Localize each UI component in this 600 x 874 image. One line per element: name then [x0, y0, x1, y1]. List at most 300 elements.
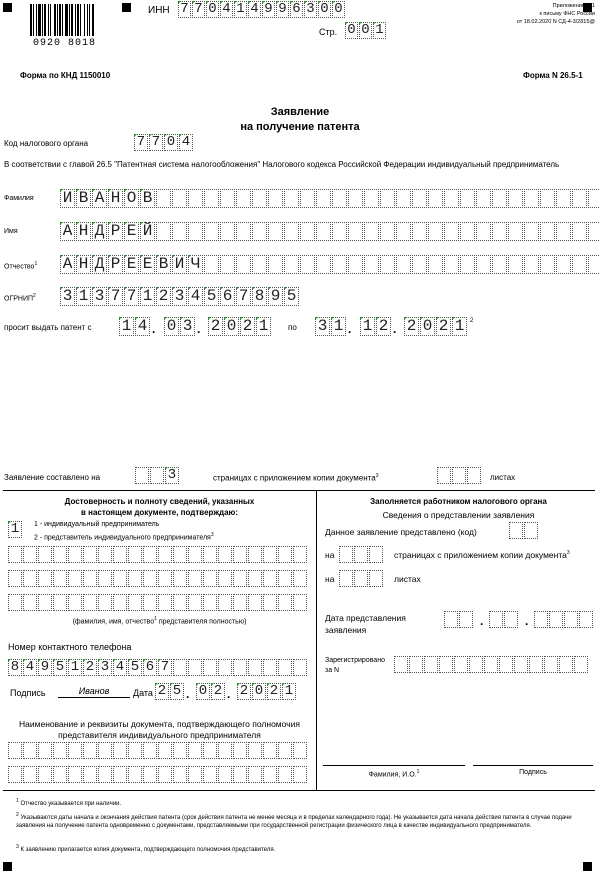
char-cell: 5 [53, 659, 67, 676]
char-cell [524, 255, 539, 274]
char-cell [218, 742, 232, 759]
char-cell: 2 [436, 317, 451, 336]
char-cell [128, 766, 142, 783]
char-cell [428, 222, 443, 241]
char-cell: 2 [83, 659, 97, 676]
char-cell [428, 189, 443, 208]
title-line1: Заявление [270, 106, 330, 118]
char-cell [504, 611, 518, 628]
barcode-bar [87, 4, 88, 36]
char-cell: 5 [284, 287, 299, 306]
char-cell [53, 594, 67, 611]
char-cell [263, 546, 277, 563]
char-cell: 7 [108, 287, 123, 306]
char-cell [220, 189, 235, 208]
char-cell [38, 766, 52, 783]
char-cell [135, 467, 149, 484]
rep-name-cells-row2 [8, 570, 307, 587]
char-cell [293, 659, 307, 676]
char-cell [8, 546, 22, 563]
char-cell [218, 659, 232, 676]
char-cell: Р [108, 222, 123, 241]
char-cell: Й [140, 222, 155, 241]
right-sheets-label: листах [394, 574, 421, 584]
sign-caption: Подпись [519, 769, 547, 776]
char-cell [524, 222, 539, 241]
date-dot: . [186, 687, 190, 701]
char-cell: Р [108, 255, 123, 274]
barcode-bar [36, 4, 37, 36]
char-cell [459, 611, 473, 628]
char-cell [68, 594, 82, 611]
fio-line [323, 765, 465, 766]
pages-label: Заявление составлено на [4, 473, 101, 482]
char-cell [508, 189, 523, 208]
barcode-bar [71, 4, 73, 36]
char-cell [53, 742, 67, 759]
right-on-label: на [325, 550, 335, 560]
period-to-label: по [288, 323, 297, 332]
char-cell [53, 570, 67, 587]
date-dot: . [480, 614, 484, 628]
char-cell [293, 766, 307, 783]
barcode-bar [84, 4, 85, 36]
char-cell [158, 594, 172, 611]
char-cell: Ч [188, 255, 203, 274]
doc-cells-row1 [8, 742, 307, 759]
sign-line [473, 765, 593, 766]
char-cell [316, 255, 331, 274]
char-cell [8, 742, 22, 759]
char-cell: 2 [404, 317, 419, 336]
char-cell [348, 255, 363, 274]
char-cell: 5 [204, 287, 219, 306]
char-cell: 3 [180, 317, 195, 336]
barcode-bar [44, 4, 46, 36]
char-cell [284, 255, 299, 274]
tax-code-cells [134, 134, 193, 151]
char-cell [83, 570, 97, 587]
sign-date-label: Дата [133, 688, 153, 698]
char-cell [248, 594, 262, 611]
char-cell [173, 766, 187, 783]
char-cell [284, 222, 299, 241]
char-cell [396, 189, 411, 208]
char-cell [143, 766, 157, 783]
char-cell [268, 255, 283, 274]
date-dot: . [152, 322, 156, 336]
char-cell [452, 467, 466, 484]
char-cell: 1 [119, 317, 134, 336]
sign-month-cells [196, 683, 225, 700]
char-cell: 8 [252, 287, 267, 306]
char-cell: 0 [359, 22, 372, 39]
fio-caption: Фамилия, И.О.$^1$ [368, 769, 420, 779]
char-cell [233, 659, 247, 676]
to-month-cells [360, 317, 391, 336]
corner-marker-bottom-right [583, 862, 592, 871]
char-cell [316, 222, 331, 241]
char-cell [316, 189, 331, 208]
char-cell [460, 222, 475, 241]
barcode-bar [65, 4, 68, 36]
char-cell [293, 570, 307, 587]
footnote-3: $^3$ К заявлению прилагается копия документа, подтверждающего полномочия представителя. [16, 844, 276, 853]
sign-year-cells [237, 683, 296, 700]
char-cell: 1 [452, 317, 467, 336]
date-dot: . [227, 687, 231, 701]
char-cell [300, 222, 315, 241]
char-cell [173, 546, 187, 563]
char-cell: 7 [192, 1, 205, 18]
char-cell: 9 [262, 1, 275, 18]
char-cell [150, 467, 164, 484]
char-cell: 1 [331, 317, 346, 336]
submission-year-cells [534, 611, 593, 628]
char-cell [188, 546, 202, 563]
char-cell: И [60, 189, 75, 208]
char-cell [203, 570, 217, 587]
form-number: Форма N 26.5-1 [523, 71, 583, 80]
char-cell [188, 189, 203, 208]
char-cell: 2 [237, 683, 251, 700]
doc-cells-row2 [8, 766, 307, 783]
char-cell [113, 546, 127, 563]
char-cell: О [124, 189, 139, 208]
footnote-2: $^2$ Указываются даты начала и окончания действия патента (срок действия патента не менее месяца и в пределах календарного года). Не указывается дата начала действия патента в случае подачи заявления на получение патента одновременно с документами, представляемыми при государственной регистрации физического лица в качестве индивидуального предпринимателя. [16, 812, 572, 829]
char-cell: 7 [158, 659, 172, 676]
char-cell [188, 659, 202, 676]
char-cell [278, 659, 292, 676]
page-label: Стр. [319, 27, 338, 37]
char-cell [23, 594, 37, 611]
char-cell [38, 594, 52, 611]
inn-cells [178, 1, 345, 18]
left-title-line2: в настоящем документе, подтверждаю: [80, 508, 239, 517]
char-cell [544, 656, 558, 673]
char-cell [263, 742, 277, 759]
barcode-bar [59, 4, 61, 36]
char-cell: Н [108, 189, 123, 208]
char-cell [158, 742, 172, 759]
submission-date-label2: заявления [325, 625, 367, 635]
char-cell [113, 594, 127, 611]
char-cell: 8 [8, 659, 22, 676]
char-cell [556, 189, 571, 208]
phone-label: Номер контактного телефона [8, 642, 132, 652]
char-cell [524, 189, 539, 208]
char-cell [204, 255, 219, 274]
char-cell: 0 [224, 317, 239, 336]
section-top-border [3, 490, 595, 491]
pages-cells [135, 467, 179, 484]
char-cell: 1 [68, 659, 82, 676]
registered-label1: Зарегистрировано [325, 657, 385, 664]
patronymic-label: Отчество$^1$ [4, 261, 38, 271]
char-cell [540, 189, 555, 208]
phone-cells [8, 659, 307, 676]
char-cell [236, 255, 251, 274]
name-label: Имя [4, 228, 18, 235]
char-cell [263, 766, 277, 783]
char-cell [203, 659, 217, 676]
char-cell [444, 611, 458, 628]
barcode [30, 4, 108, 36]
char-cell [556, 222, 571, 241]
footnote-1: $^1$ Отчество указывается при наличии. [16, 798, 122, 807]
char-cell [172, 222, 187, 241]
char-cell: 1 [140, 287, 155, 306]
right-pages-text: страницах с приложением копии документа$^3$ [394, 550, 570, 560]
char-cell [469, 656, 483, 673]
char-cell [143, 546, 157, 563]
char-cell [354, 546, 368, 563]
char-cell: 1 [373, 22, 386, 39]
char-cell: И [172, 255, 187, 274]
char-cell [98, 546, 112, 563]
char-cell [188, 594, 202, 611]
char-cell: 6 [143, 659, 157, 676]
char-cell: 0 [164, 317, 179, 336]
pages-middle-text: страницах с приложением копии документа$^3$ [213, 473, 379, 483]
char-cell: В [156, 255, 171, 274]
barcode-bar [69, 4, 70, 36]
signature: Иванов [58, 686, 130, 698]
char-cell [188, 766, 202, 783]
char-cell [233, 594, 247, 611]
char-cell [218, 594, 232, 611]
period-label: просит выдать патент с [4, 323, 92, 332]
from-year-cells [208, 317, 271, 336]
signer-option-2: 2 - представитель индивидуального предпринимателя$^3$ [34, 532, 214, 542]
char-cell [268, 222, 283, 241]
char-cell [98, 766, 112, 783]
char-cell [98, 594, 112, 611]
char-cell [437, 467, 451, 484]
char-cell [476, 222, 491, 241]
code-label: Данное заявление представлено (код) [325, 527, 477, 537]
ogrnip-cells [60, 287, 299, 306]
char-cell [454, 656, 468, 673]
char-cell [529, 656, 543, 673]
char-cell [128, 570, 142, 587]
date-dot: . [393, 322, 397, 336]
char-cell: 7 [149, 134, 163, 151]
char-cell [409, 656, 423, 673]
date-dot: . [525, 614, 529, 628]
barcode-bar [33, 4, 34, 36]
char-cell: 2 [211, 683, 225, 700]
char-cell [98, 742, 112, 759]
char-cell [38, 546, 52, 563]
char-cell [83, 766, 97, 783]
char-cell [476, 189, 491, 208]
char-cell [8, 766, 22, 783]
char-cell [188, 222, 203, 241]
char-cell [220, 222, 235, 241]
submission-date-label1: Дата представления [325, 613, 406, 623]
barcode-bar [54, 4, 56, 36]
char-cell [83, 594, 97, 611]
barcode-bar [30, 4, 32, 36]
char-cell [354, 570, 368, 587]
char-cell [492, 189, 507, 208]
char-cell [218, 570, 232, 587]
barcode-bar [42, 4, 43, 36]
char-cell [293, 594, 307, 611]
footnote-ref-2: 2 [470, 318, 474, 324]
char-cell [263, 570, 277, 587]
registration-number-cells [394, 656, 588, 673]
char-cell [556, 255, 571, 274]
char-cell [278, 570, 292, 587]
char-cell [278, 742, 292, 759]
char-cell [143, 570, 157, 587]
char-cell: А [60, 222, 75, 241]
char-cell [439, 656, 453, 673]
char-cell [396, 255, 411, 274]
char-cell [380, 189, 395, 208]
signer-type-cell [8, 521, 22, 538]
char-cell [574, 656, 588, 673]
char-cell: 3 [172, 287, 187, 306]
barcode-bar [75, 4, 76, 36]
left-title-line1: Достоверность и полноту сведений, указанных [64, 497, 255, 506]
char-cell [300, 189, 315, 208]
char-cell: 0 [345, 22, 358, 39]
right-pages-cells [339, 546, 383, 563]
char-cell [579, 611, 593, 628]
char-cell: 7 [124, 287, 139, 306]
char-cell: 3 [304, 1, 317, 18]
char-cell: 4 [135, 317, 150, 336]
char-cell: 5 [170, 683, 184, 700]
char-cell [467, 467, 481, 484]
char-cell [158, 546, 172, 563]
char-cell [549, 611, 563, 628]
char-cell [53, 546, 67, 563]
char-cell [248, 570, 262, 587]
signer-option-1: 1 - индивидуальный предприниматель [34, 521, 160, 528]
char-cell [508, 222, 523, 241]
char-cell [460, 255, 475, 274]
char-cell [188, 570, 202, 587]
char-cell [236, 189, 251, 208]
char-cell: В [76, 189, 91, 208]
barcode-bar [50, 4, 51, 36]
barcode-bar [57, 4, 58, 36]
char-cell [83, 742, 97, 759]
char-cell: 0 [252, 683, 266, 700]
to-year-cells [404, 317, 467, 336]
char-cell: 1 [76, 287, 91, 306]
submission-month-cells [489, 611, 518, 628]
char-cell [233, 766, 247, 783]
char-cell [300, 255, 315, 274]
char-cell: 1 [234, 1, 247, 18]
corner-marker-bottom-left [3, 862, 12, 871]
char-cell [248, 766, 262, 783]
char-cell [278, 594, 292, 611]
char-cell [534, 611, 548, 628]
barcode-bar [77, 4, 79, 36]
char-cell: 9 [276, 1, 289, 18]
char-cell: 0 [332, 1, 345, 18]
from-month-cells [164, 317, 195, 336]
char-cell [348, 189, 363, 208]
intro-text: В соответствии с главой 26.5 "Патентная система налогообложения" Налогового кодекса Российской Федерации индивидуальный предприниматель [4, 160, 560, 169]
char-cell [173, 659, 187, 676]
char-cell [248, 742, 262, 759]
char-cell [380, 222, 395, 241]
char-cell [428, 255, 443, 274]
char-cell [158, 570, 172, 587]
char-cell [23, 570, 37, 587]
to-day-cells [315, 317, 346, 336]
char-cell [484, 656, 498, 673]
char-cell [412, 222, 427, 241]
char-cell [380, 255, 395, 274]
char-cell [218, 766, 232, 783]
barcode-number: 0920 8018 [33, 38, 97, 49]
ogrnip-label: ОГРНИП$^2$ [4, 293, 36, 303]
char-cell [263, 594, 277, 611]
char-cell [252, 189, 267, 208]
char-cell: 1 [282, 683, 296, 700]
char-cell: 1 [256, 317, 271, 336]
char-cell [220, 255, 235, 274]
char-cell: 4 [179, 134, 193, 151]
char-cell: 0 [164, 134, 178, 151]
char-cell [218, 546, 232, 563]
doc-title-line1: Наименование и реквизиты документа, подтверждающего полномочия [19, 719, 300, 729]
sheets-label: листах [490, 473, 516, 482]
char-cell [588, 189, 600, 208]
char-cell [23, 766, 37, 783]
char-cell [278, 766, 292, 783]
char-cell: 0 [196, 683, 210, 700]
char-cell [38, 742, 52, 759]
char-cell: 4 [220, 1, 233, 18]
char-cell [173, 570, 187, 587]
char-cell [412, 189, 427, 208]
char-cell [572, 189, 587, 208]
char-cell [396, 222, 411, 241]
corner-marker-top-mid [122, 3, 131, 12]
char-cell [8, 570, 22, 587]
rep-name-cells-row1 [8, 546, 307, 563]
char-cell [572, 222, 587, 241]
char-cell: А [60, 255, 75, 274]
appendix-line2: к письму ФНС России [539, 11, 595, 17]
char-cell [369, 546, 383, 563]
char-cell [203, 546, 217, 563]
char-cell [248, 659, 262, 676]
char-cell [444, 222, 459, 241]
copy-sheets-cells [437, 467, 481, 484]
char-cell [252, 222, 267, 241]
char-cell: 6 [290, 1, 303, 18]
barcode-bar [80, 4, 81, 36]
char-cell [364, 255, 379, 274]
name-cells [60, 222, 600, 241]
appendix-line1: Приложение N 1 [552, 3, 595, 9]
char-cell [394, 656, 408, 673]
char-cell [364, 222, 379, 241]
char-cell [156, 222, 171, 241]
char-cell [524, 522, 538, 539]
char-cell: 2 [267, 683, 281, 700]
